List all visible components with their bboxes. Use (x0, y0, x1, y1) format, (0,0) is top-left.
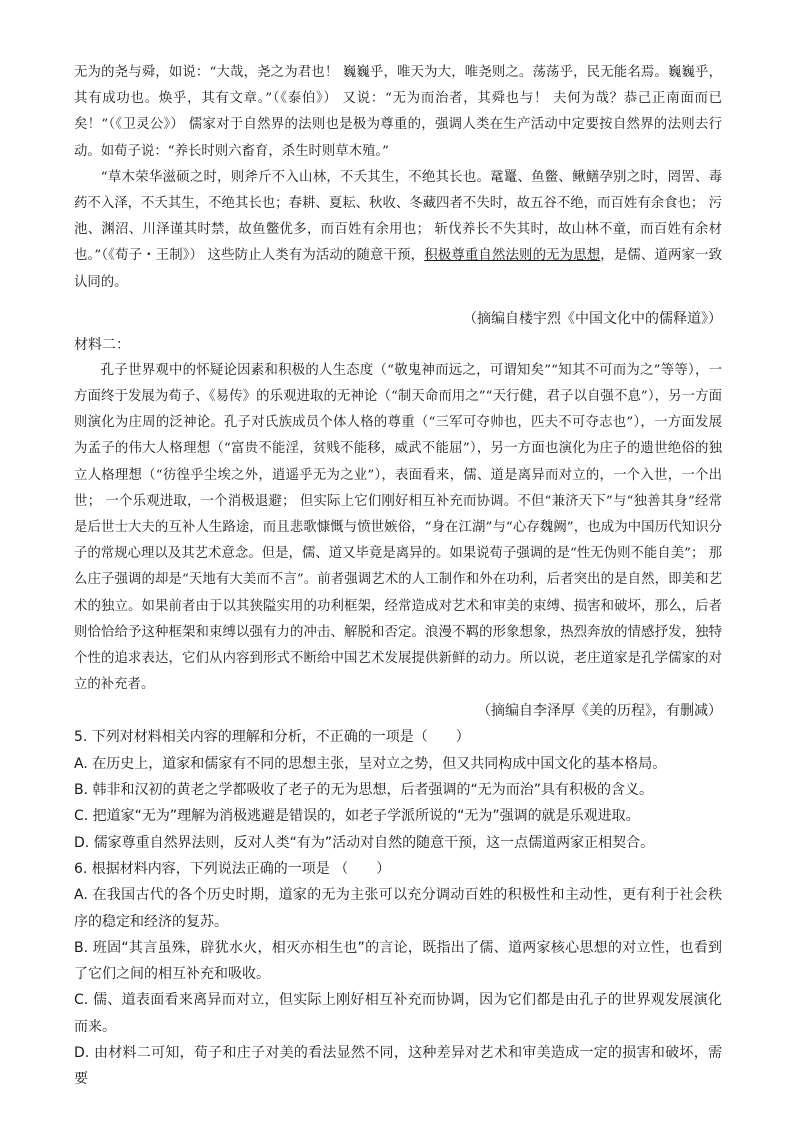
material1-paragraph-2-tail: ，是儒、道两家一致认同的。 (74, 248, 723, 290)
question-5 (74, 724, 722, 855)
question-6-option-a: A. 在我国古代的各个历史时期，道家的无为主张可以充分调动百姓的积极性和主动性，更有利于社会秩序的稳定和经济的复苏。 (74, 887, 722, 930)
material1-underlined-phrase: 积极尊重自然法则的无为思想 (424, 248, 601, 264)
question-5-option-d: D. 儒家尊重自然界法则，反对人类“有为”活动对自然的随意干预，这一点儒道两家正相契合。 (74, 834, 655, 851)
question-6-stem: 6. 根据材料内容，下列说法正确的一项是 （ ） (74, 860, 391, 877)
question-6-option-b: B. 班固“其言虽殊，辟犹水火，相灭亦相生也”的言论，既指出了儒、道两家核心思想的对立性，也看到了它们之间的相互补充和吸收。 (74, 939, 722, 983)
question-6-option-d: D. 由材料二可知，荀子和庄子对美的看法显然不同，这种差异对艺术和审美造成一定的损害和破坏，需要 (74, 1045, 722, 1088)
question-6-option-c: C. 儒、道表面看来离异而对立，但实际上刚好相互补充而协调，因为它们都是由孔子的世界观发展演化而来。 (74, 992, 722, 1035)
question-5-stem: 5. 下列对材料相关内容的理解和分析，不正确的一项是（ ） (74, 729, 470, 746)
material1-source: （摘编自楼宇烈《中国文化中的儒释道》） (463, 310, 722, 327)
question-5-option-b: B. 韩非和汉初的黄老之学都吸收了老子的无为思想，后者强调的“无为而治”具有积极的含义。 (74, 782, 654, 799)
material2-paragraph: 孔子世界观中的怀疑论因素和积极的人生态度（“敬鬼神而远之，可谓知矣”“知其不可而为之”等等），一方面终于发展为荀子、《易传》的乐观进取的无神论（“制天命而用之”“天行健，君子以自强不息”），另一方面则演化为庄周的泛神论。孔子对氏族成员个体人格的尊重（“三军可夺帅也，匹夫不可夺志也”），一方面发展为孟子的伟大人格理想（“富贵不能淫，贫贱不能移，威武不能屈”），另一方面也演化为庄子的遗世绝俗的独立人格理想（“彷徨乎尘埃之外，逍遥乎无为之业”），表面看来，儒、道是离异而对立的，一个入世，一个出世； 一个乐观进取，一个消极退避； 但实际上它们刚好相互补充而协调。不但“兼济天下”与“独善其身”经常是后世士大夫的互补人生路途，而且悲歌慷慨与愤世嫉俗，“身在江湖”与“心存魏阙”，也成为中国历代知识分子的常规心理以及其艺术意念。但是，儒、道又毕竟是离异的。如果说荀子强调的是“性无伪则不能自美”； 那么庄子强调的却是“天地有大美而不言”。前者强调艺术的人工制作和外在功利，后者突出的是自然，即美和艺术的独立。如果前者由于以其狭隘实用的功利框架，经常造成对艺术和审美的束缚、损害和破坏，那么，后者则恰恰给予这种框架和束缚以强有力的冲击、解脱和否定。浪漫不羁的形象想象，热烈奔放的情感抒发，独特个性的追求表达，它们从内容到形式不断给中国艺术发展提供新鲜的动力。所以说，老庄道家是孔学儒家的对立的补充者。 (74, 362, 722, 693)
material2-source: （摘编自李泽厚《美的历程》，有删减） (477, 703, 722, 720)
material1-paragraph-1: 无为的尧与舜，如说：“大哉，尧之为君也！ 巍巍乎，唯天为大，唯尧则之。荡荡乎，民无能名焉。巍巍乎，其有成功也。焕乎，其有文章。”（《泰伯》） 又说：“无为而治者，其舜也与！ 夫何为哉？恭己正南面而已矣！”（《卫灵公》） 儒家对于自然界的法则也是极为尊重的，强调人类在生产活动中定要按自然界的法则去行动。如荀子说：“养长时则六畜育，杀生时则草木殖。” (74, 65, 722, 159)
question-6 (74, 856, 722, 1093)
question-5-option-a: A. 在历史上，道家和儒家有不同的思想主张，呈对立之势，但又共同构成中国文化的基本格局。 (74, 755, 667, 772)
question-5-option-c: C. 把道家“无为”理解为消极逃避是错误的，如老子学派所说的“无为”强调的就是乐观进取。 (74, 808, 640, 825)
material2-heading: 材料二： (74, 336, 130, 353)
document-page (74, 60, 722, 1093)
material1-paragraph-2-text: “草木荣华滋硕之时，则斧斤不入山林，不夭其生，不绝其长也。鼋鼍、鱼鳖、鳅鳝孕别之时，罔罟、毒药不入泽，不夭其生，不绝其长也；春耕、夏耘、秋收、冬藏四者不失时，故五谷不绝，而百姓有余食也； 污池、渊沼、川泽谨其时禁，故鱼鳖优多，而百姓有余用也； 斩伐养长不失其时，故山林不童，而百姓有余材也。”（《荀子・王制》） 这些防止人类有为活动的随意干预， (74, 169, 722, 264)
material1-paragraph-2 (74, 165, 722, 296)
